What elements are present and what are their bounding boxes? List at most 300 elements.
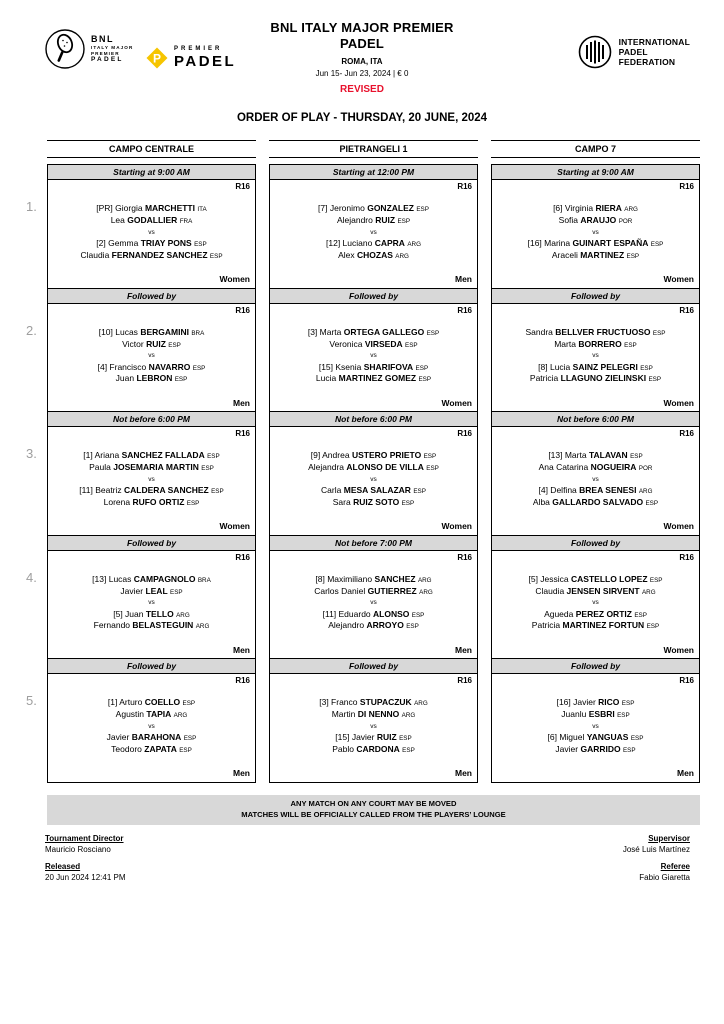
player-surname: COELLO — [144, 697, 181, 708]
player-surname: PEREZ ORTIZ — [575, 608, 632, 619]
player-given-name: Marta — [554, 338, 576, 349]
player-surname: GUTIERREZ — [367, 585, 417, 596]
player-surname: YANGUAS — [586, 732, 629, 743]
gender-label: Men — [233, 397, 250, 408]
player-name — [48, 215, 255, 227]
match-players — [492, 562, 699, 645]
player-name — [492, 697, 699, 709]
player-surname: BARAHONA — [131, 732, 182, 743]
player-country-code: ARG — [407, 241, 421, 249]
player-surname: RIERA — [595, 203, 622, 214]
player-name — [270, 215, 477, 227]
player-name — [492, 586, 699, 598]
player-surname: NOGUEIRA — [590, 462, 637, 473]
player-country-code: ESP — [209, 252, 223, 260]
vs-label: vs — [592, 599, 599, 607]
player-surname: CALDERA SANCHEZ — [124, 485, 209, 496]
tournament-location: ROMA, ITA — [341, 56, 383, 66]
premier-label: PREMIER — [174, 46, 223, 52]
player-country-code: ESP — [411, 611, 425, 619]
player-name — [492, 485, 699, 497]
gender-label: Men — [455, 274, 472, 284]
round-label: R16 — [457, 305, 472, 315]
player-surname: NAVARRO — [148, 361, 191, 372]
fip-line1: INTERNATIONAL — [618, 36, 690, 47]
player-country-code: POR — [618, 218, 633, 226]
gender-label: Women — [663, 274, 694, 284]
player-given-name: [8] Lucia — [538, 361, 571, 372]
player-surname: JENSEN SIRVENT — [566, 585, 640, 596]
player-name — [492, 450, 699, 462]
player-given-name: [4] Delfina — [538, 485, 577, 496]
gender-label: Men — [677, 768, 694, 778]
round-label: R16 — [457, 552, 472, 562]
player-name — [270, 586, 477, 598]
fip-line3: FEDERATION — [618, 57, 676, 67]
player-given-name: [11] Beatriz — [79, 485, 122, 496]
player-country-code: ESP — [413, 488, 426, 496]
match-cell — [491, 288, 700, 413]
player-name — [48, 238, 255, 250]
match-cell — [47, 658, 256, 783]
player-name — [492, 250, 699, 262]
player-given-name: Ana Catarina — [538, 462, 589, 473]
match-cell — [269, 288, 478, 413]
court-column — [491, 164, 700, 783]
match-players — [48, 562, 255, 645]
player-country-code: ARG — [176, 611, 190, 619]
player-given-name: [10] Lucas — [98, 326, 138, 337]
player-given-name: Sofia — [558, 215, 579, 226]
player-surname: MESA SALAZAR — [343, 485, 411, 496]
player-country-code: ESP — [183, 735, 197, 743]
player-given-name: [11] Eduardo — [322, 608, 371, 619]
player-name — [492, 609, 699, 621]
player-surname: ARROYO — [366, 620, 404, 631]
round-label: R16 — [235, 182, 250, 191]
player-given-name: Claudia — [535, 585, 565, 596]
player-given-name: Alejandra — [308, 462, 345, 473]
player-name — [48, 609, 255, 621]
player-country-code: ARG — [641, 588, 656, 596]
schedule-label: Not before 6:00 PM — [48, 412, 255, 427]
player-surname: GONZALEZ — [367, 203, 414, 214]
gender-label: Women — [219, 521, 250, 531]
player-name — [48, 327, 255, 339]
notice-line-2: MATCHES WILL BE OFFICIALLY CALLED FROM THE PLAYERS’ LOUNGE — [241, 810, 506, 820]
svg-text:P: P — [152, 51, 162, 66]
player-country-code: ESP — [624, 341, 637, 349]
schedule-label: Followed by — [48, 536, 255, 551]
player-surname: RUIZ — [375, 215, 396, 226]
player-name — [270, 697, 477, 709]
player-country-code: ESP — [652, 329, 666, 337]
schedule-label: Followed by — [270, 289, 477, 304]
player-given-name: Teodoro — [111, 743, 142, 754]
player-given-name: Juan — [115, 373, 135, 384]
schedule-table — [26, 140, 700, 783]
player-country-code: ESP — [201, 465, 214, 473]
player-given-name: Veronica — [329, 338, 363, 349]
gender-label: Men — [455, 644, 472, 655]
player-given-name: [9] Andrea — [310, 450, 350, 461]
player-given-name: Sandra — [525, 326, 553, 337]
player-surname: CAMPAGNOLO — [133, 573, 196, 584]
player-surname: MARTINEZ — [580, 249, 625, 260]
vs-label: vs — [148, 722, 155, 730]
match-cell — [269, 411, 478, 536]
player-country-code: BRA — [197, 576, 211, 584]
player-given-name: Lea — [110, 215, 125, 226]
gender-label: Men — [233, 768, 250, 778]
player-country-code: ARG — [414, 700, 428, 708]
player-given-name: [6] Virginia — [553, 203, 594, 214]
schedule-label: Starting at 12:00 PM — [270, 165, 477, 180]
player-country-code: ESP — [401, 499, 415, 507]
player-given-name: [5] Jessica — [528, 573, 569, 584]
match-grid — [47, 164, 700, 783]
player-country-code: ESP — [645, 499, 659, 507]
player-surname: TAPIA — [146, 709, 172, 720]
player-name — [492, 732, 699, 744]
player-country-code: ESP — [418, 376, 432, 384]
match-players — [48, 685, 255, 768]
player-country-code: ESP — [626, 252, 640, 260]
player-given-name: Paula — [89, 462, 111, 473]
gender-label: Men — [455, 768, 472, 778]
notice-banner — [47, 795, 700, 825]
match-players — [48, 438, 255, 521]
gender-label: Women — [663, 397, 694, 408]
player-name — [48, 339, 255, 351]
player-name — [492, 203, 699, 215]
player-name — [270, 732, 477, 744]
player-name — [492, 238, 699, 250]
player-name — [48, 744, 255, 756]
revised-badge: REVISED — [340, 83, 384, 95]
player-name — [48, 620, 255, 632]
padel-label: PADEL — [174, 53, 237, 70]
player-surname: ALONSO DE VILLA — [346, 462, 424, 473]
player-given-name: [6] Miguel — [547, 732, 585, 743]
player-surname: TRIAY PONS — [140, 238, 192, 249]
player-surname: GARRIDO — [580, 743, 621, 754]
player-country-code: ESP — [397, 218, 411, 226]
player-country-code: ESP — [170, 588, 183, 596]
player-surname: BREA SENESI — [579, 485, 637, 496]
fip-line2: PADEL — [618, 46, 648, 57]
schedule-label: Followed by — [492, 659, 699, 674]
player-country-code: ESP — [211, 488, 224, 496]
player-surname: BELASTEGUIN — [132, 620, 194, 631]
player-given-name: [15] Javier — [335, 732, 375, 743]
match-players — [270, 562, 477, 645]
court-headers — [47, 140, 700, 158]
player-given-name: Fernando — [93, 620, 131, 631]
player-country-code: ESP — [423, 453, 437, 461]
match-players — [492, 685, 699, 768]
player-given-name: Alba — [532, 496, 550, 507]
vs-label: vs — [592, 228, 599, 236]
schedule-label: Not before 6:00 PM — [270, 412, 477, 427]
player-given-name: Pablo — [332, 743, 354, 754]
player-country-code: ESP — [179, 746, 192, 754]
court-column — [47, 164, 256, 783]
player-country-code: ESP — [630, 453, 643, 461]
player-country-code: ESP — [640, 364, 653, 372]
player-surname: CAPRA — [374, 238, 405, 249]
player-name — [48, 485, 255, 497]
round-label: R16 — [679, 429, 694, 438]
match-cell — [491, 164, 700, 289]
gender-label: Women — [441, 397, 472, 408]
player-surname: BERGAMINI — [140, 326, 189, 337]
player-surname: BELLVER FRUCTUOSO — [555, 326, 651, 337]
player-surname: CHOZAS — [357, 249, 393, 260]
player-given-name: [3] Franco — [319, 697, 358, 708]
player-country-code: ESP — [634, 611, 647, 619]
player-given-name: Alex — [338, 249, 355, 260]
player-given-name: Patricia — [531, 620, 561, 631]
bnl-sub1: ITALY MAJOR — [91, 44, 134, 50]
player-surname: RUIZ — [146, 338, 166, 349]
player-surname: FERNANDEZ SANCHEZ — [111, 249, 208, 260]
gender-label: Women — [663, 644, 694, 655]
player-surname: USTERO PRIETO — [351, 450, 422, 461]
round-label: R16 — [679, 182, 694, 191]
player-country-code: ESP — [194, 241, 207, 249]
player-given-name: Lucia — [315, 373, 337, 384]
officials-left — [45, 834, 126, 890]
player-given-name: Alejandro — [336, 215, 373, 226]
player-country-code: ARG — [419, 588, 433, 596]
player-country-code: ARG — [638, 488, 653, 496]
schedule-label: Followed by — [492, 289, 699, 304]
player-name — [492, 620, 699, 632]
vs-label: vs — [148, 599, 155, 607]
player-country-code: ITA — [197, 206, 207, 214]
player-name — [270, 574, 477, 586]
player-country-code: ESP — [406, 623, 419, 631]
gender-label: Women — [441, 521, 472, 531]
schedule-label: Followed by — [48, 659, 255, 674]
tournament-title-line2: PADEL — [339, 36, 385, 52]
player-name — [48, 373, 255, 385]
player-name — [492, 327, 699, 339]
player-given-name: [13] Marta — [548, 450, 587, 461]
player-name — [270, 485, 477, 497]
player-name — [48, 250, 255, 262]
player-country-code: POR — [638, 465, 653, 473]
schedule-label: Not before 7:00 PM — [270, 536, 477, 551]
player-country-code: ESP — [621, 700, 635, 708]
player-surname: TELLO — [145, 608, 174, 619]
player-given-name: Claudia — [80, 249, 110, 260]
fip-logo-text — [619, 37, 690, 67]
fip-logo — [577, 34, 690, 70]
player-name — [492, 462, 699, 474]
player-given-name: [2] Gemma — [96, 238, 139, 249]
player-given-name: Sara — [332, 496, 351, 507]
player-surname: ZAPATA — [144, 743, 177, 754]
player-country-code: ESP — [192, 364, 206, 372]
round-label: R16 — [457, 676, 472, 685]
player-given-name: Alejandro — [328, 620, 365, 631]
match-players — [48, 191, 255, 274]
player-country-code: ESP — [415, 364, 429, 372]
player-given-name: [15] Ksenia — [318, 361, 362, 372]
player-country-code: ARG — [195, 623, 210, 631]
document-header — [0, 14, 724, 102]
officials-section — [45, 834, 690, 890]
player-given-name: [16] Javier — [556, 697, 596, 708]
round-label: R16 — [235, 429, 250, 438]
player-given-name: Javier — [106, 732, 130, 743]
player-name — [492, 362, 699, 374]
player-country-code: ESP — [650, 241, 664, 249]
player-surname: ORTEGA GALLEGO — [343, 326, 425, 337]
player-country-code: ESP — [630, 735, 644, 743]
match-cell — [269, 535, 478, 660]
player-given-name: [5] Juan — [113, 608, 144, 619]
court-header: PIETRANGELI 1 — [269, 140, 478, 158]
player-surname: CARDONA — [356, 743, 400, 754]
player-country-code: ESP — [186, 499, 200, 507]
match-cell — [47, 535, 256, 660]
player-country-code: ESP — [649, 576, 663, 584]
player-surname: MARCHETTI — [144, 203, 195, 214]
player-surname: VIRSEDA — [364, 338, 403, 349]
player-given-name: [1] Arturo — [107, 697, 143, 708]
player-surname: BORRERO — [578, 338, 622, 349]
vs-label: vs — [370, 722, 377, 730]
player-given-name: [12] Luciano — [326, 238, 373, 249]
row-number: 1. — [26, 198, 37, 214]
match-cell — [47, 164, 256, 289]
gender-label: Women — [663, 521, 694, 531]
player-given-name: Juanlu — [561, 709, 587, 720]
player-surname: RUIZ — [376, 732, 397, 743]
player-country-code: ESP — [207, 453, 220, 461]
bnl-wordmark: BNL — [91, 33, 114, 44]
player-surname: JOSEMARIA MARTIN — [113, 462, 199, 473]
row-number: 4. — [26, 569, 37, 585]
schedule-label: Followed by — [48, 289, 255, 304]
player-surname: GUINART ESPAÑA — [572, 238, 649, 249]
player-surname: DI NENNO — [357, 709, 400, 720]
row-number: 2. — [26, 322, 37, 338]
schedule-label: Followed by — [270, 659, 477, 674]
round-label: R16 — [679, 676, 694, 685]
vs-label: vs — [148, 352, 155, 360]
player-country-code: ARG — [624, 206, 638, 214]
player-country-code: ESP — [426, 329, 440, 337]
player-country-code: ESP — [399, 735, 412, 743]
tournament-director-label: Tournament Director — [45, 833, 124, 843]
player-given-name: Agueda — [544, 608, 574, 619]
officials-right — [623, 834, 690, 890]
player-name — [492, 497, 699, 509]
player-name — [48, 462, 255, 474]
player-surname: LEBRON — [136, 373, 173, 384]
round-label: R16 — [235, 305, 250, 315]
vs-label: vs — [592, 475, 599, 483]
player-given-name: Victor — [122, 338, 144, 349]
released-timestamp: 20 Jun 2024 12:41 PM — [45, 872, 126, 882]
match-players — [270, 438, 477, 521]
round-label: R16 — [457, 429, 472, 438]
gender-label: Men — [233, 644, 250, 655]
schedule-label: Starting at 9:00 AM — [492, 165, 699, 180]
player-name — [492, 215, 699, 227]
player-name — [270, 339, 477, 351]
round-label: R16 — [457, 182, 472, 191]
round-label: R16 — [235, 676, 250, 685]
match-players — [270, 191, 477, 274]
player-surname: ESBRI — [588, 709, 615, 720]
player-surname: ALONSO — [373, 608, 410, 619]
player-country-code: BRA — [191, 329, 205, 337]
match-cell — [491, 658, 700, 783]
schedule-label: Not before 6:00 PM — [492, 412, 699, 427]
schedule-label: Followed by — [492, 536, 699, 551]
player-given-name: Lorena — [103, 496, 131, 507]
player-country-code: ESP — [405, 341, 418, 349]
player-name — [48, 497, 255, 509]
player-country-code: ESP — [168, 341, 181, 349]
referee-name: Fabio Giaretta — [639, 872, 690, 882]
vs-label: vs — [148, 228, 155, 236]
player-name — [492, 574, 699, 586]
player-name — [270, 609, 477, 621]
player-name — [48, 362, 255, 374]
player-name — [270, 327, 477, 339]
match-cell — [269, 164, 478, 289]
player-name — [270, 250, 477, 262]
player-name — [270, 709, 477, 721]
notice-line-1: ANY MATCH ON ANY COURT MAY BE MOVED — [290, 799, 457, 808]
player-name — [270, 362, 477, 374]
bnl-sub2: PREMIER — [91, 50, 120, 56]
vs-label: vs — [370, 352, 377, 360]
player-name — [270, 450, 477, 462]
order-of-play-title: ORDER OF PLAY - THURSDAY, 20 JUNE, 2024 — [236, 112, 488, 124]
court-header: CAMPO 7 — [491, 140, 700, 158]
player-name — [48, 450, 255, 462]
vs-label: vs — [370, 475, 377, 483]
player-given-name: [3] Marta — [307, 326, 342, 337]
player-surname: LEAL — [145, 585, 168, 596]
player-given-name: Carlos Daniel — [314, 585, 366, 596]
player-name — [48, 709, 255, 721]
player-country-code: ESP — [402, 746, 415, 754]
player-given-name: [4] Francisco — [97, 361, 147, 372]
player-given-name: [7] Jeronimo — [318, 203, 365, 214]
player-surname: MARTINEZ GOMEZ — [338, 373, 417, 384]
referee-label: Referee — [660, 861, 690, 871]
player-country-code: FRA — [179, 218, 193, 226]
player-given-name: [8] Maximiliano — [315, 573, 373, 584]
player-given-name: Javier — [555, 743, 579, 754]
row-number: 3. — [26, 445, 37, 461]
player-country-code: ARG — [401, 712, 416, 720]
tournament-title-line1: BNL ITALY MAJOR PREMIER — [270, 20, 454, 35]
court-column — [269, 164, 478, 783]
player-name — [270, 744, 477, 756]
player-country-code: ESP — [182, 700, 196, 708]
player-surname: RICO — [598, 697, 620, 708]
player-given-name: Carla — [321, 485, 342, 496]
